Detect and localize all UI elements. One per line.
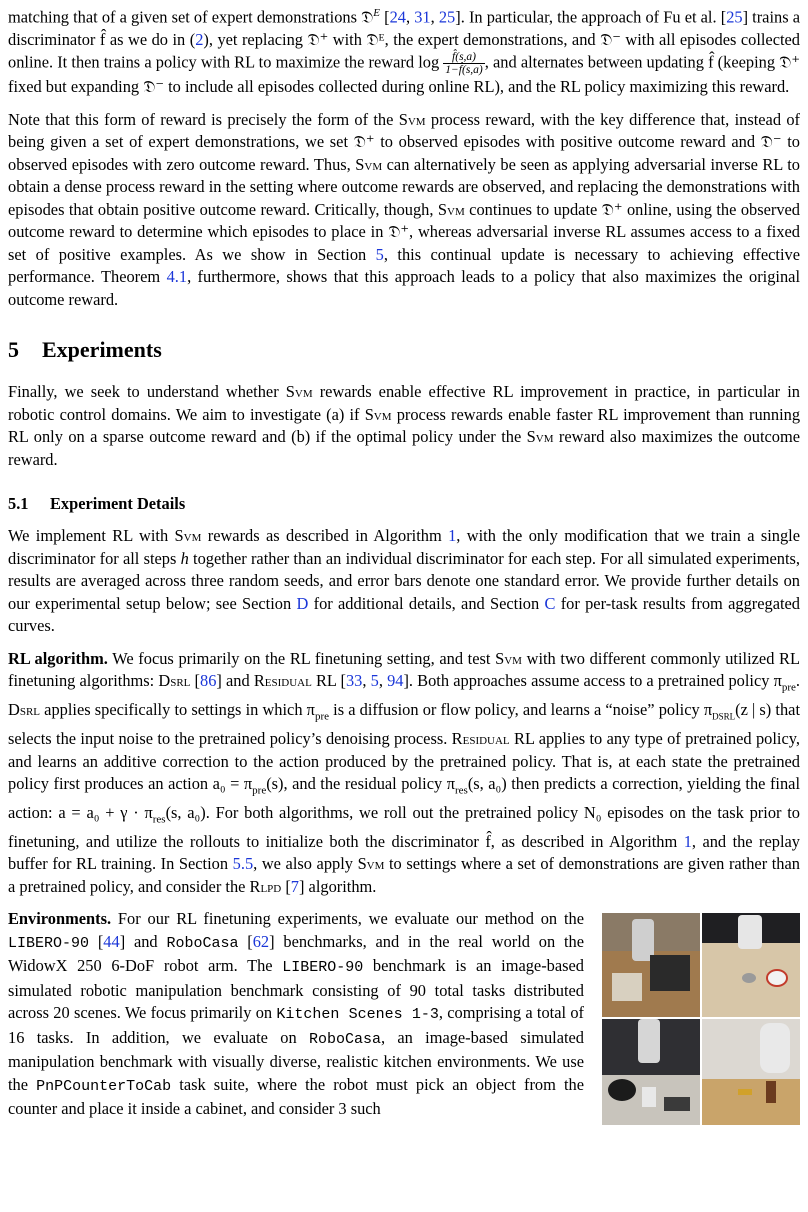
algorithm-link[interactable]: 1 [448,526,457,546]
environments-block [8,908,800,1121]
theorem-link[interactable]: 4.1 [166,267,188,287]
reward-fraction: $\frac{f̂(s,a)}{1-f̂(s,a)}$ [445,51,483,77]
citation-link[interactable]: 33 [345,671,363,691]
subsection-heading-experiment-details: 5.1 Experiment Details [8,494,186,514]
paragraph-implementation: We implement RL with Svm rewards as described in Algorithm 1, with the only modification that we train a single discriminator for all steps h together rather than an individual discriminator for each step. For all simulated experiments, results are averaged across three random seeds, and error bars denote one standard error. We provide further details on our experimental setup below; see Section D for additional details, and Section C for per-task results from aggregated curves. [8,526,800,636]
equation-link[interactable]: 2 [195,29,204,49]
paragraph-experiments-intro: Finally, we seek to understand whether Svm rewards enable effective RL improvement in practice, in particular in robotic control domains. We aim to investigate (a) if Svm process rewards enable faster RL improvement than running RL only on a sparse outcome reward and (b) if the optimal policy under the Svm reward also maximizes the outcome reward. [8,382,801,469]
citation-link[interactable]: 7 [290,876,299,896]
section-heading-experiments: 5 Experiments [8,337,162,363]
section-link[interactable]: 5.5 [232,854,254,874]
citation-link[interactable]: 24 [389,7,406,27]
citation-link[interactable]: 94 [387,671,404,691]
paragraph-rl-algorithm: RL algorithm. We focus primarily on the RL finetuning setting, and test Svm with two different commonly utilized RL finetuning algorithms: Dsrl [86] and Residual RL [33, 5, 94]. Both approaches assume access to a pretrained policy $\pi_{pre}$. Dsrl applies specifically to settings in which $\pi_{pre}$ is a diffusion or flow policy, and learns a “noise” policy $\pi_{DSRL}(z$ | s) that selects the input noise to the pretrained policy’s denoising process. Residual RL applies to any type of pretrained policy, and learns an additive correction to the action produced by the pretrained policy. That is, at each state the pretrained policy first produces an action $a_0 = \pi_{pre}(s)$, and the residual policy $\pi_{res}(s$, a₀) then predicts a correction, yielding the final action: $a = a_0 + \gamma \cdot \pi_{res}(s$, a₀). For both algorithms, we roll out the pretrained policy N₀ episodes on the task prior to finetuning, and utilize the rollouts to initialize both the discriminator f̂, as described in Algorithm 1, and the replay buffer for RL training. In Section 5.5, we also apply Svm to settings where a set of demonstrations are given rather than a pretrained policy, and consider the Rlpd [7] algorithm. [8,648,801,896]
citation-link[interactable]: 62 [252,931,270,951]
section-link[interactable]: 5 [375,244,384,264]
algorithm-link[interactable]: 1 [683,831,692,851]
paragraph-svm-comparison: Note that this form of reward is precisely the form of the Svm process reward, with the key difference that, instead of being given a set of expert demonstrations, we set 𝔇⁺ to observed episodes with positive outcome reward and 𝔇⁻ to observed episodes with zero outcome reward. Thus, Svm can alternatively be seen as applying adversarial inverse RL to obtain a dense process reward in the setting where outcome rewards are observed, and replacing the demonstrations with episodes that obtain positive outcome reward. Critically, though, Svm continues to update 𝔇⁺ online, using the observed outcome reward to determine which episodes to place in 𝔇⁺, whereas adversarial inverse RL assumes access to a fixed set of positive examples. As we show in Section 5, this continual update is necessary to achieving effective performance. Theorem 4.1, furthermore, shows that this approach leads to a policy that also maximizes the original outcome reward. [8,109,800,309]
section-link[interactable]: D [296,593,309,613]
citation-link[interactable]: 86 [200,671,217,691]
citation-link[interactable]: 25 [438,7,456,27]
citation-link[interactable]: 44 [103,931,120,951]
real-robot-scene-image [702,1019,800,1125]
kitchen-scene-image [602,1019,700,1125]
paper-page [8,2,800,1131]
paragraph-adversarial-irl: matching that of a given set of expert demonstrations 𝔇$^E$ [24, 31, 25]. In particular, the approach of Fu et al. [25] trains a discriminator f̂ as we do in (2), yet replacing 𝔇⁺ with 𝔇ᴱ, the expert demonstrations, and 𝔇⁻ with all episodes collected online. It then trains a policy with RL to maximize the reward log $\frac{f̂(s,a)}{1-f̂(s,a)}$ , and alternates between updating f̂ (keeping 𝔇⁺ fixed but expanding 𝔇⁻ to include all episodes collected during online RL), and the RL policy maximizing this reward. [8,7,801,97]
libero-scene-image [602,913,700,1017]
robocasa-scene-image [702,913,800,1017]
environment-figure [602,913,800,1125]
citation-link[interactable]: 5 [370,671,379,691]
paragraph-environments: Environments. For our RL finetuning experiments, we evaluate our method on the LIBERO-90 [44] and RoboCasa [62] benchmarks, and in the real world on the WidowX 250 6-DoF robot arm. The LIBERO-90 benchmark is an image-based simulated robotic manipulation benchmark consisting of 90 total tasks distributed across 20 scenes. We focus primarily on Kitchen Scenes 1-3, comprising a total of 16 tasks. In addition, we evaluate on RoboCasa, an image-based simulated manipulation benchmark with visually diverse, realistic kitchen environments. We use the PnPCounterToCab task suite, where the robot must pick an object from the counter and place it inside a cabinet, and consider 3 such [8,909,585,1119]
section-link[interactable]: C [544,593,556,613]
citation-link[interactable]: 31 [414,7,431,27]
citation-link[interactable]: 25 [726,7,743,27]
